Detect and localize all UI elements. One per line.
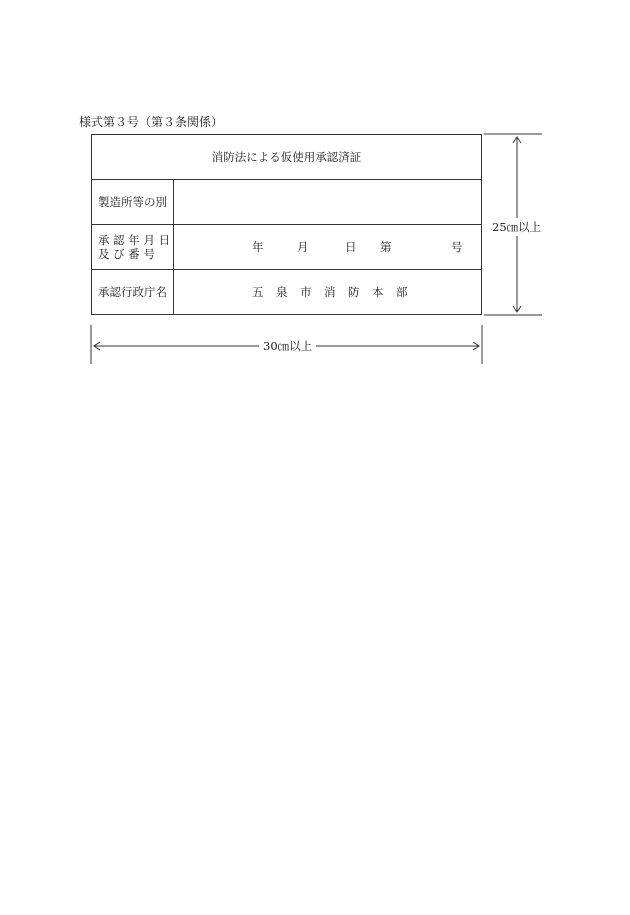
authority-char: 部 bbox=[396, 285, 408, 299]
authority-char: 泉 bbox=[276, 285, 288, 299]
day-marker: 日 bbox=[345, 240, 357, 254]
approval-date-label-line2: 及 び 番 号 bbox=[98, 247, 155, 261]
facility-type-value bbox=[174, 180, 482, 225]
approval-date-label-line1: 承 認 年 月 日 bbox=[98, 233, 171, 247]
form-identifier: 様式第３号（第３条関係） bbox=[79, 115, 224, 129]
approval-date-number-row bbox=[92, 225, 482, 270]
height-arrow-top bbox=[513, 137, 521, 143]
height-dimension-label: 25㎝以上 bbox=[492, 220, 542, 234]
authority-char: 消 bbox=[324, 285, 336, 299]
permit-certificate-table bbox=[91, 134, 482, 315]
certificate-title: 消防法による仮使用承認済証 bbox=[92, 135, 482, 180]
authority-char: 五 bbox=[252, 285, 264, 299]
year-marker: 年 bbox=[252, 240, 264, 254]
authority-char: 防 bbox=[348, 285, 360, 299]
width-dimension-label: 30㎝以上 bbox=[259, 339, 316, 353]
approval-date-number-label bbox=[92, 225, 174, 270]
table-title-row bbox=[92, 135, 482, 180]
width-arrow-right bbox=[473, 342, 479, 350]
authority-char: 本 bbox=[372, 285, 384, 299]
number-suffix-marker: 号 bbox=[451, 240, 463, 254]
height-arrow-bottom bbox=[513, 306, 521, 312]
approving-authority-value bbox=[174, 270, 482, 315]
authority-char: 市 bbox=[300, 285, 312, 299]
facility-type-label: 製造所等の別 bbox=[92, 180, 174, 225]
width-arrow-left bbox=[94, 342, 100, 350]
approving-authority-row bbox=[92, 270, 482, 315]
approval-date-number-value bbox=[174, 225, 482, 270]
number-prefix-marker: 第 bbox=[380, 240, 392, 254]
month-marker: 月 bbox=[297, 240, 309, 254]
approving-authority-label: 承認行政庁名 bbox=[92, 270, 174, 315]
facility-type-row bbox=[92, 180, 482, 225]
